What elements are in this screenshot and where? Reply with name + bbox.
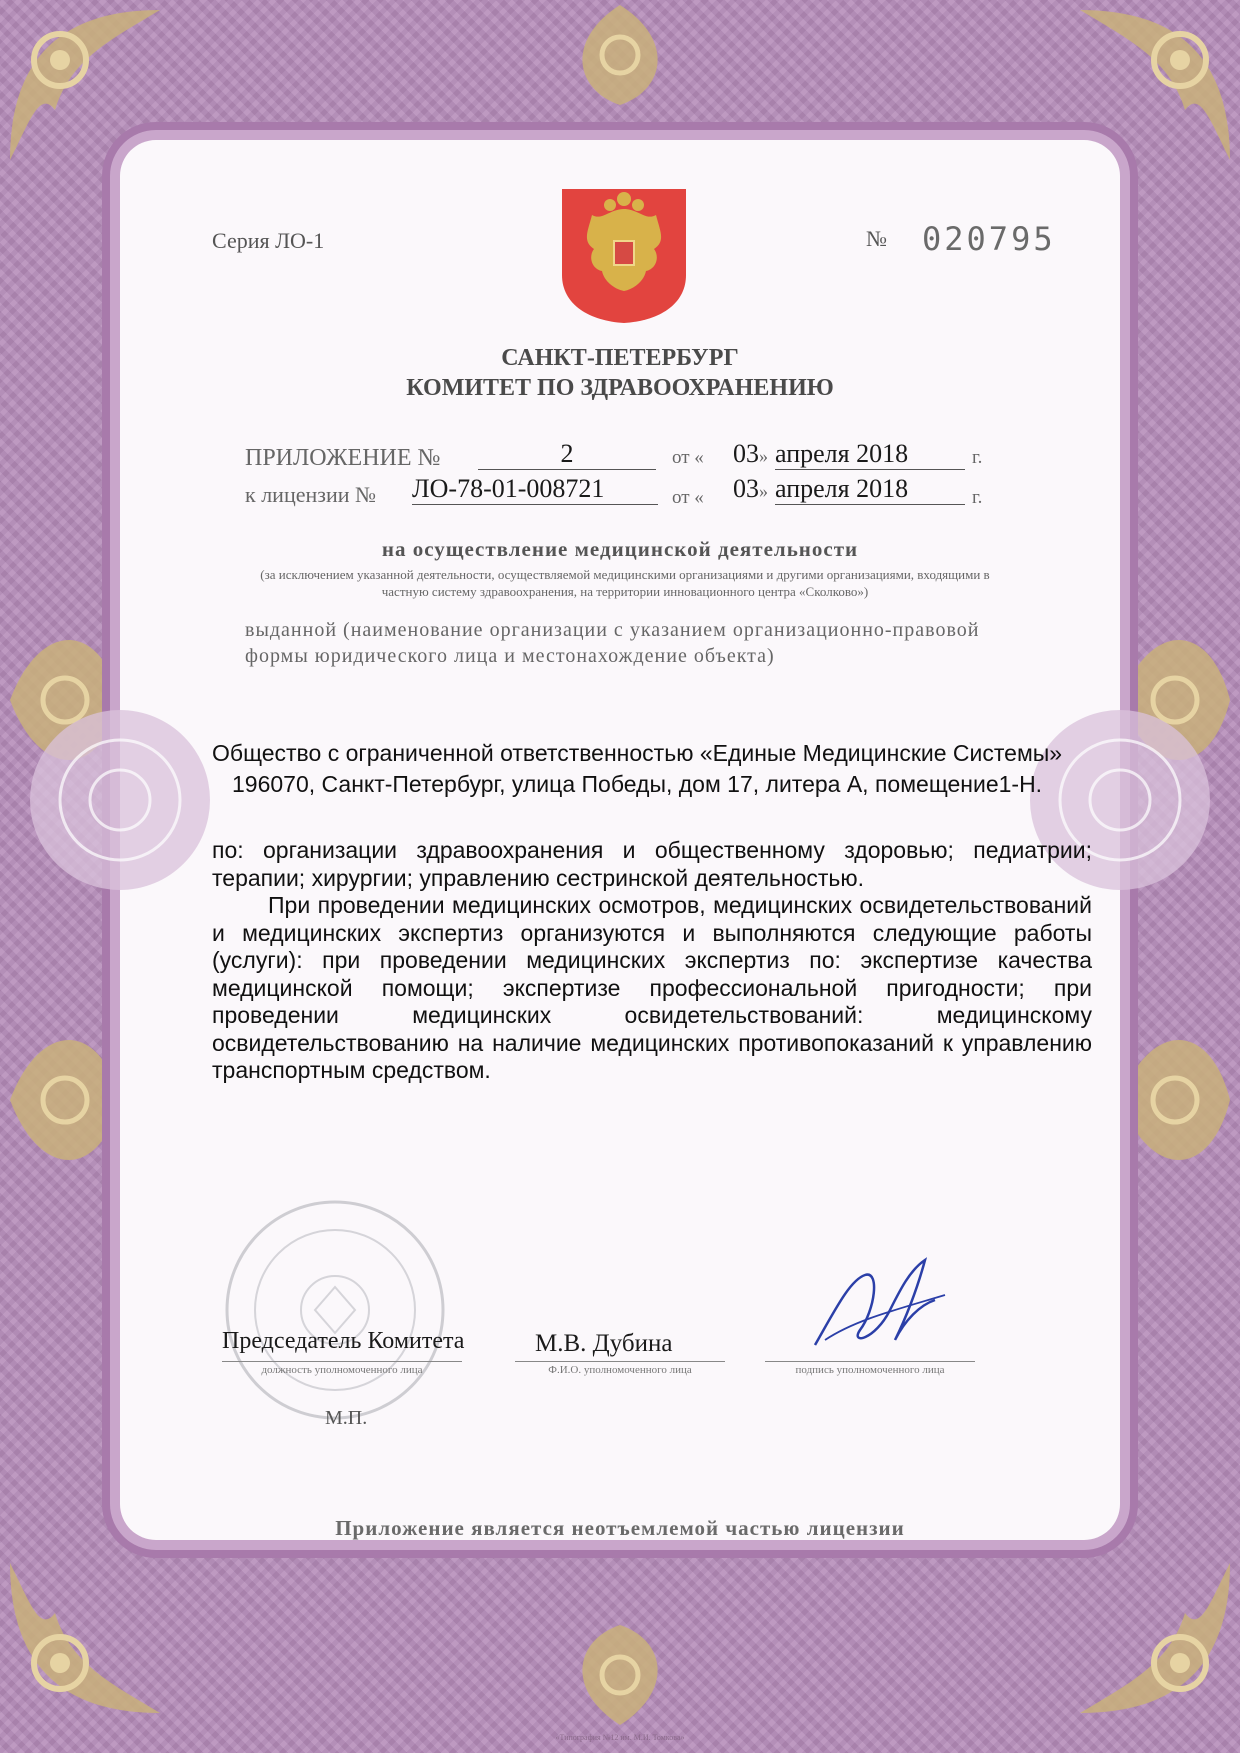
top-center-ornament xyxy=(555,0,685,110)
license-label: к лицензии № xyxy=(245,482,376,507)
corner-ornament-bottom-right xyxy=(1070,1553,1240,1723)
services-paragraph: по: организации здравоохранения и общественному здоровью; педиатрии; терапии; хирургии; управлению сестринской деятельностью. xyxy=(212,837,1092,891)
appendix-date-month-year: апреля 2018 xyxy=(775,439,965,470)
form-number: 020795 xyxy=(922,220,1056,258)
left-lower-ornament xyxy=(0,1000,130,1200)
license-date-from: от « xyxy=(672,487,704,508)
appendix-year-suffix: г. xyxy=(972,447,983,468)
corner-ornament-bottom-left xyxy=(0,1553,170,1723)
official-seal xyxy=(220,1195,450,1425)
position-caption: должность уполномоченного лица xyxy=(222,1361,462,1376)
city-title: САНКТ-ПЕТЕРБУРГ xyxy=(501,345,739,371)
signatory-position: Председатель Комитета xyxy=(222,1328,465,1354)
bottom-center-ornament xyxy=(555,1620,685,1730)
integral-part-note: Приложение является неотъемлемой частью лицензии xyxy=(335,1516,905,1540)
series-label: Серия ЛО-1 xyxy=(212,228,325,253)
name-caption: Ф.И.О. уполномоченного лица xyxy=(515,1361,725,1376)
issued-to-caption: выданной (наименование организации с указанием организационно-правовой формы юридического лица и местонахождение объекта) xyxy=(245,619,980,667)
seal-place-label: М.П. xyxy=(325,1407,368,1429)
signatory-name: М.В. Дубина xyxy=(535,1330,673,1357)
services-text xyxy=(212,837,1092,1085)
right-lower-ornament xyxy=(1110,1000,1240,1200)
handwritten-signature xyxy=(805,1250,955,1360)
examinations-paragraph: При проведении медицинских осмотров, медицинских освидетельствований и медицинских экспертиз организуются и выполняются следующие работы (услуги): при проведении медицинских экспертиз по: экспертизе качества медицинской помощи; экспертизе профессиональной пригодности; при проведении медицинских освидетельствований: медицинскому освидетельствованию на наличие медицинских противопоказаний к управлению транспортным средством. xyxy=(212,892,1092,1083)
printer-imprint: «Типография №12 им. М.И. Томкова» xyxy=(555,1733,685,1742)
license-date-month-year: апреля 2018 xyxy=(775,474,965,505)
signature-caption: подпись уполномоченного лица xyxy=(765,1361,975,1376)
activity-title: на осуществление медицинской деятельности xyxy=(381,537,859,561)
license-date-day: 03» xyxy=(733,474,768,503)
appendix-label: ПРИЛОЖЕНИЕ № xyxy=(245,445,441,471)
license-year-suffix: г. xyxy=(972,487,983,508)
committee-title: КОМИТЕТ ПО ЗДРАВООХРАНЕНИЮ xyxy=(406,375,834,401)
coat-of-arms-icon xyxy=(558,185,690,325)
number-sign: № xyxy=(866,226,887,251)
activity-exclusion-note: (за исключением указанной деятельности, осуществляемой медицинскими организациями и другими организациями, входящими в частную систему здравоохранения, на территории инновационного центра «Сколково») xyxy=(260,567,990,599)
appendix-date-from: от « xyxy=(672,447,704,468)
organization-address: 196070, Санкт-Петербург, улица Победы, дом 17, литера А, помещение1-Н. xyxy=(232,771,1043,797)
appendix-date-day: 03» xyxy=(733,439,768,468)
license-number: ЛО-78-01-008721 xyxy=(412,474,658,505)
appendix-number: 2 xyxy=(478,439,656,470)
organization-name: Общество с ограниченной ответственностью «Единые Медицинские Системы» xyxy=(212,740,1063,766)
left-rosette xyxy=(20,700,220,900)
